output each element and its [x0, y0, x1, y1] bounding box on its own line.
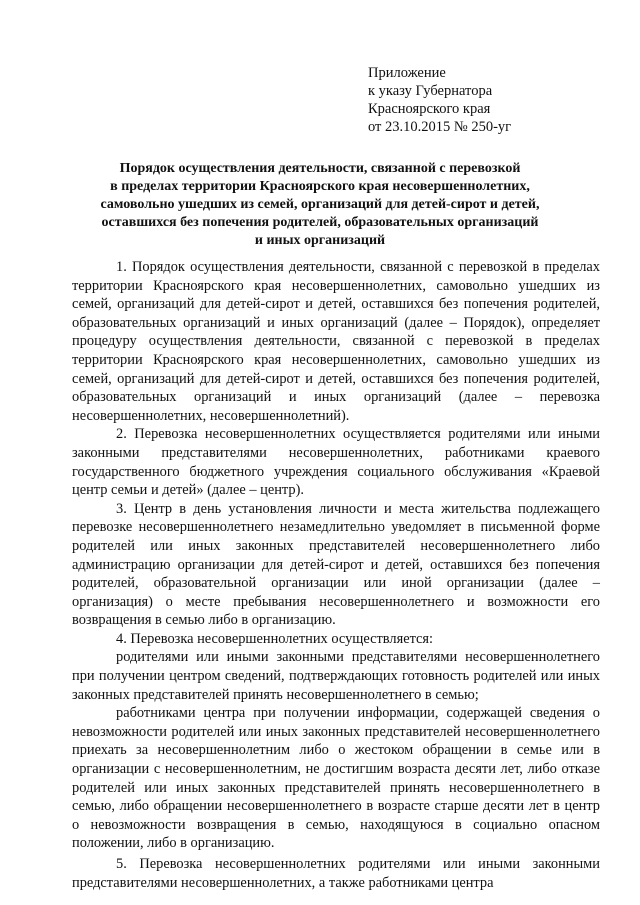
document-body [72, 258, 600, 892]
document-title [70, 160, 570, 250]
paragraph-5: 5. Перевозка несовершеннолетних родителями или иными законными представителями несовершеннолетних, а также работниками центра [72, 856, 600, 891]
paragraph-4: 4. Перевозка несовершеннолетних осуществляется: [116, 630, 434, 647]
title-line: и иных организаций [254, 233, 386, 248]
title-line: оставшихся без попечения родителей, образовательных организаций [101, 215, 539, 230]
annex-header [368, 64, 511, 136]
title-line: Порядок осуществления деятельности, связанной с перевозкой [119, 161, 521, 176]
annex-line: Красноярского края [368, 101, 491, 117]
paragraph-3: 3. Центр в день установления личности и места жительства подлежащего перевозке несовершеннолетнего незамедлительно уведомляет в письменной форме родителей или иных законных представителей несовершеннолетнего либо администрацию организации для детей-сирот и детей, оставшихся без попечения родителей, образовательной организации или иной организации (далее – организация) о месте пребывания несовершеннолетнего и возможности его возвращения в семью либо в организацию. [72, 500, 600, 629]
paragraph-4-item-parents: родителями или иными законными представителями несовершеннолетнего при получении центром сведений, подтверждающих готовность родителей или иных законных представителей принять несовершеннолетнего в семью; [72, 649, 600, 703]
paragraph-1: 1. Порядок осуществления деятельности, связанной с перевозкой в пределах территории Красноярского края несовершеннолетних, самовольно ушедших из семей, организаций для детей-сирот и детей, оставшихся без попечения родителей, образовательных организаций и иных организаций (далее – Порядок), определяет процедуру осуществления деятельности, связанной с перевозкой в пределах территории Красноярского края несовершеннолетних, самовольно ушедших из семей, организаций для детей-сирот и детей, оставшихся без попечения родителей, образовательных организаций и иных организаций (далее – перевозка несовершеннолетних, несовершеннолетний). [72, 259, 600, 424]
title-line: самовольно ушедших из семей, организаций для детей-сирот и детей, [100, 197, 540, 212]
annex-line: Приложение [368, 65, 446, 81]
title-line: в пределах территории Красноярского края несовершеннолетних, [110, 179, 530, 194]
annex-date-number: от 23.10.2015 № 250-уг [368, 119, 512, 135]
paragraph-4-item-center: работниками центра при получении информации, содержащей сведения о невозможности родителей или иных законных представителей несовершеннолетнего приехать за несовершеннолетним либо о жестоком обращении в семье или в организации с несовершеннолетним, не достигшим возраста десяти лет, либо отказе родителей или иных законных представителей принять несовершеннолетнего в семью, либо обращении несовершеннолетнего в возрасте старше десяти лет в центр о невозможности возвращения в семью, находящуюся в социально опасном положении, либо в организацию. [72, 705, 600, 852]
paragraph-2: 2. Перевозка несовершеннолетних осуществляется родителями или иными законными представителями несовершеннолетних, работниками краевого государственного бюджетного учреждения социального обслуживания «Краевой центр семьи и детей» (далее – центр). [72, 426, 600, 499]
annex-line: к указу Губернатора [368, 83, 493, 99]
